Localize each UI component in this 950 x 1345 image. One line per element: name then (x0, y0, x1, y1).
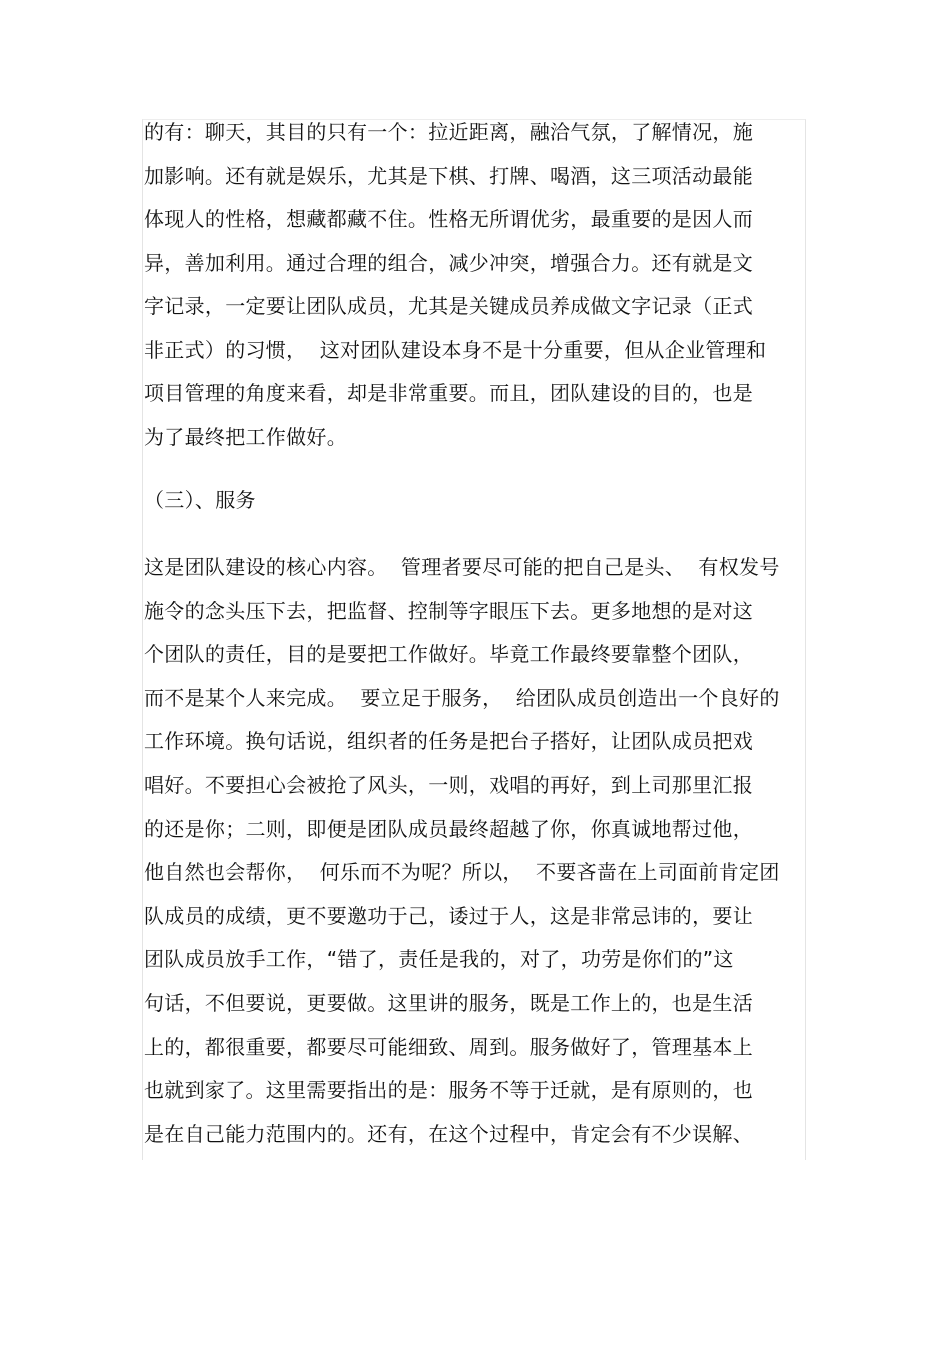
text-line: 他自然也会帮你， 何乐而不为呢？所以， 不要吝啬在上司面前肯定团 (144, 860, 780, 885)
text-line: 的有：聊天，其目的只有一个：拉近距离，融洽气氛，了解情况，施 (144, 120, 753, 144)
text-line: 字记录，一定要让团队成员，尤其是关键成员养成做文字记录（正式 (144, 294, 753, 318)
text-line: 上的，都很重要，都要尽可能细致、周到。服务做好了，管理基本上 (144, 1034, 753, 1059)
text-line: 为了最终把工作做好。 (144, 424, 347, 449)
paragraph-service (144, 546, 804, 1156)
text-line: 的还是你；二则，即便是团队成员最终超越了你，你真诚地帮过他， (144, 816, 753, 841)
text-line: 是在自己能力范围内的。还有，在这个过程中，肯定会有不少误解、 (144, 1121, 753, 1146)
text-line: 工作环境。换句话说，组织者的任务是把台子搭好，让团队成员把戏 (144, 729, 753, 754)
text-line: 个团队的责任，目的是要把工作做好。毕竟工作最终要靠整个团队， (144, 642, 753, 667)
text-line: 加影响。还有就是娱乐，尤其是下棋、打牌、喝酒，这三项活动最能 (144, 163, 753, 188)
text-line: 团队成员放手工作，“错了，责任是我的，对了，功劳是你们的”这 (144, 947, 734, 972)
text-line: 而不是某个人来完成。 要立足于服务， 给团队成员创造出一个良好的 (144, 685, 780, 710)
text-line: 项目管理的角度来看，却是非常重要。而且，团队建设的目的，也是 (144, 381, 753, 405)
text-line: 施令的念头压下去，把监督、控制等字眼压下去。更多地想的是对这 (144, 598, 753, 623)
text-line: 非正式）的习惯， 这对团队建设本身不是十分重要，但从企业管理和 (144, 337, 767, 362)
section-heading-text: （三）、服务 (144, 488, 256, 512)
text-line: 异，善加利用。通过合理的组合，减少冲突，增强合力。还有就是文 (144, 250, 753, 275)
text-line: 体现人的性格，想藏都藏不住。性格无所谓优劣，最重要的是因人而 (144, 207, 753, 231)
text-line: 队成员的成绩，更不要邀功于己，诿过于人，这是非常忌讳的，要让 (144, 903, 753, 928)
text-line: 句话，不但要说，更要做。这里讲的服务，既是工作上的，也是生活 (144, 990, 753, 1015)
text-line: 这是团队建设的核心内容。 管理者要尽可能的把自己是头、 有权发号 (144, 555, 780, 579)
text-line: 也就到家了。这里需要指出的是：服务不等于迁就，是有原则的，也 (144, 1078, 753, 1103)
text-line: 唱好。不要担心会被抢了风头，一则，戏唱的再好，到上司那里汇报 (144, 772, 753, 797)
section-heading (144, 479, 804, 523)
paragraph-continuation (144, 111, 804, 459)
